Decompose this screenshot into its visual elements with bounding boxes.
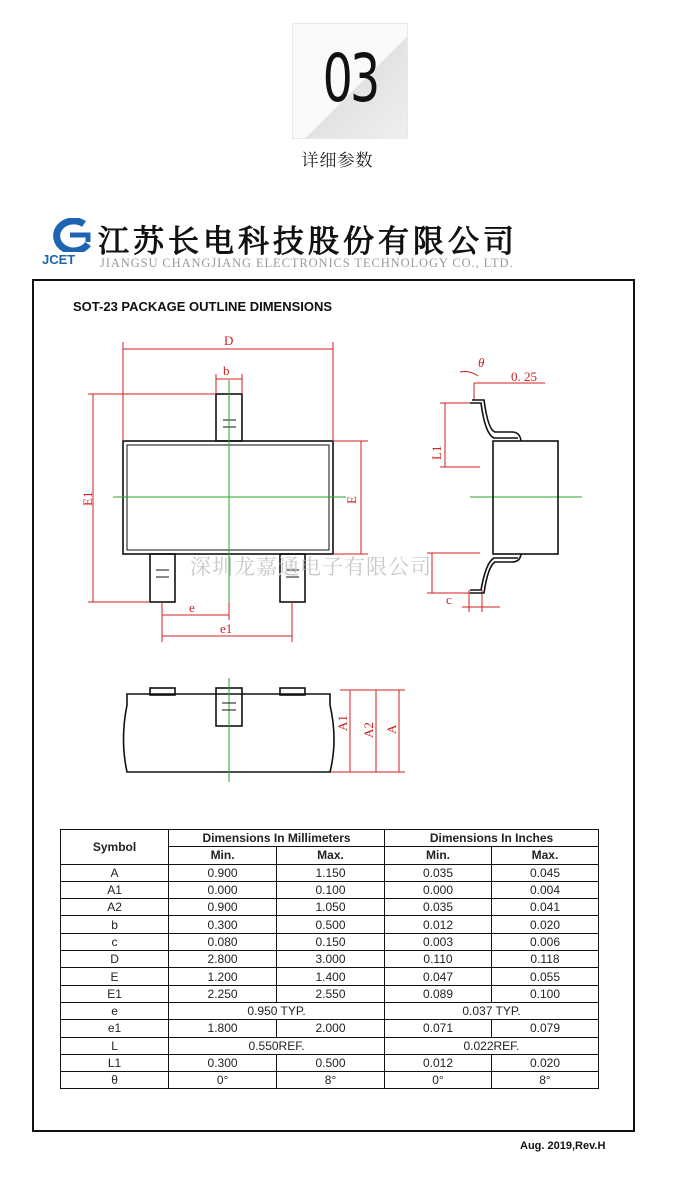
table-row — [61, 1037, 599, 1054]
cell-symbol: θ — [61, 1072, 169, 1089]
cell-in-max: 0.020 — [491, 1054, 598, 1071]
cell-symbol: E1 — [61, 985, 169, 1002]
cell-in-max: 0.100 — [491, 985, 598, 1002]
cell-mm-min: 0.080 — [169, 933, 277, 950]
cell-in-max: 0.041 — [491, 899, 598, 916]
dim-label-c: c — [446, 592, 452, 607]
cell-mm-min: 0.000 — [169, 881, 277, 898]
dim-label-e: e — [189, 600, 195, 615]
cell-in-min: 0.003 — [385, 933, 492, 950]
cell-mm-min: 2.250 — [169, 985, 277, 1002]
table-row — [61, 881, 599, 898]
cell-mm-typ: 0.550REF. — [169, 1037, 385, 1054]
cell-mm-max: 3.000 — [277, 951, 385, 968]
dimensions-table — [60, 829, 599, 1089]
table-row — [61, 1020, 599, 1037]
cell-mm-max: 0.100 — [277, 881, 385, 898]
cell-mm-max: 0.500 — [277, 916, 385, 933]
cell-in-max: 0.004 — [491, 881, 598, 898]
logo-text: JCET — [42, 252, 76, 267]
table-header-row — [61, 830, 599, 847]
cell-mm-max: 2.000 — [277, 1020, 385, 1037]
cell-in-min: 0.047 — [385, 968, 492, 985]
table-row — [61, 985, 599, 1002]
cell-in-max: 0.006 — [491, 933, 598, 950]
cell-symbol: L1 — [61, 1054, 169, 1071]
table-row — [61, 951, 599, 968]
cell-in-min: 0.071 — [385, 1020, 492, 1037]
cell-in-typ: 0.037 TYP. — [385, 1002, 599, 1019]
symbol-header: Symbol — [61, 830, 169, 865]
table-row — [61, 933, 599, 950]
cell-symbol: A1 — [61, 881, 169, 898]
cell-symbol: c — [61, 933, 169, 950]
cell-in-max: 0.020 — [491, 916, 598, 933]
package-title: SOT-23 PACKAGE OUTLINE DIMENSIONS — [73, 299, 333, 314]
cell-mm-min: 1.200 — [169, 968, 277, 985]
section-number: 03 — [322, 40, 378, 117]
cell-mm-typ: 0.950 TYP. — [169, 1002, 385, 1019]
cell-mm-min: 2.800 — [169, 951, 277, 968]
cell-symbol: e1 — [61, 1020, 169, 1037]
cell-in-max: 0.055 — [491, 968, 598, 985]
table-row — [61, 968, 599, 985]
cell-mm-max: 2.550 — [277, 985, 385, 1002]
cell-in-min: 0.012 — [385, 1054, 492, 1071]
dim-label-E1: E1 — [80, 491, 95, 506]
cell-in-min: 0.012 — [385, 916, 492, 933]
in-min-header: Min. — [385, 847, 492, 864]
dim-label-e1: e1 — [220, 621, 233, 636]
cell-mm-min: 0° — [169, 1072, 277, 1089]
mm-max-header: Max. — [277, 847, 385, 864]
in-header: Dimensions In Inches — [385, 830, 599, 847]
table-row — [61, 899, 599, 916]
cell-in-min: 0.035 — [385, 899, 492, 916]
table-row — [61, 1002, 599, 1019]
cell-in-max: 0.079 — [491, 1020, 598, 1037]
cell-in-max: 0.118 — [491, 951, 598, 968]
cell-in-min: 0° — [385, 1072, 492, 1089]
dim-label-theta: θ — [478, 355, 485, 370]
table-row — [61, 916, 599, 933]
revision-label: Aug. 2019,Rev.H — [520, 1140, 606, 1152]
dim-label-E: E — [344, 496, 359, 504]
in-max-header: Max. — [491, 847, 598, 864]
cell-mm-max: 8° — [277, 1072, 385, 1089]
section-title: 详细参数 — [301, 151, 374, 171]
dim-label-A: A — [384, 724, 399, 734]
cell-in-max: 0.045 — [491, 864, 598, 881]
cell-in-typ: 0.022REF. — [385, 1037, 599, 1054]
cell-mm-min: 1.800 — [169, 1020, 277, 1037]
cell-mm-min: 0.900 — [169, 864, 277, 881]
dim-label-gauge: 0. 25 — [511, 369, 537, 384]
cell-in-max: 8° — [491, 1072, 598, 1089]
cell-symbol: E — [61, 968, 169, 985]
company-name-cn: 江苏长电科技股份有限公司 — [98, 224, 518, 260]
cell-mm-max: 1.150 — [277, 864, 385, 881]
table-row — [61, 1054, 599, 1071]
cell-in-min: 0.035 — [385, 864, 492, 881]
dim-label-b: b — [223, 363, 230, 378]
watermark: 深圳龙嘉通电子有限公司 — [190, 555, 432, 579]
table-row — [61, 864, 599, 881]
dim-label-D: D — [224, 333, 234, 348]
cell-symbol: A — [61, 864, 169, 881]
cell-mm-min: 0.900 — [169, 899, 277, 916]
cell-symbol: e — [61, 1002, 169, 1019]
cell-symbol: D — [61, 951, 169, 968]
mm-min-header: Min. — [169, 847, 277, 864]
dim-label-L1: L1 — [429, 445, 444, 460]
dim-label-A2: A2 — [361, 722, 376, 738]
cell-mm-min: 0.300 — [169, 916, 277, 933]
cell-mm-max: 1.050 — [277, 899, 385, 916]
cell-in-min: 0.110 — [385, 951, 492, 968]
mm-header: Dimensions In Millimeters — [169, 830, 385, 847]
cell-mm-max: 0.500 — [277, 1054, 385, 1071]
cell-symbol: L — [61, 1037, 169, 1054]
dim-label-A1: A1 — [335, 715, 350, 731]
cell-mm-max: 0.150 — [277, 933, 385, 950]
cell-mm-max: 1.400 — [277, 968, 385, 985]
cell-in-min: 0.089 — [385, 985, 492, 1002]
company-name-en: JIANGSU CHANGJIANG ELECTRONICS TECHNOLOGY CO., LTD. — [100, 256, 514, 270]
cell-in-min: 0.000 — [385, 881, 492, 898]
table-row — [61, 1072, 599, 1089]
cell-symbol: b — [61, 916, 169, 933]
cell-symbol: A2 — [61, 899, 169, 916]
cell-mm-min: 0.300 — [169, 1054, 277, 1071]
